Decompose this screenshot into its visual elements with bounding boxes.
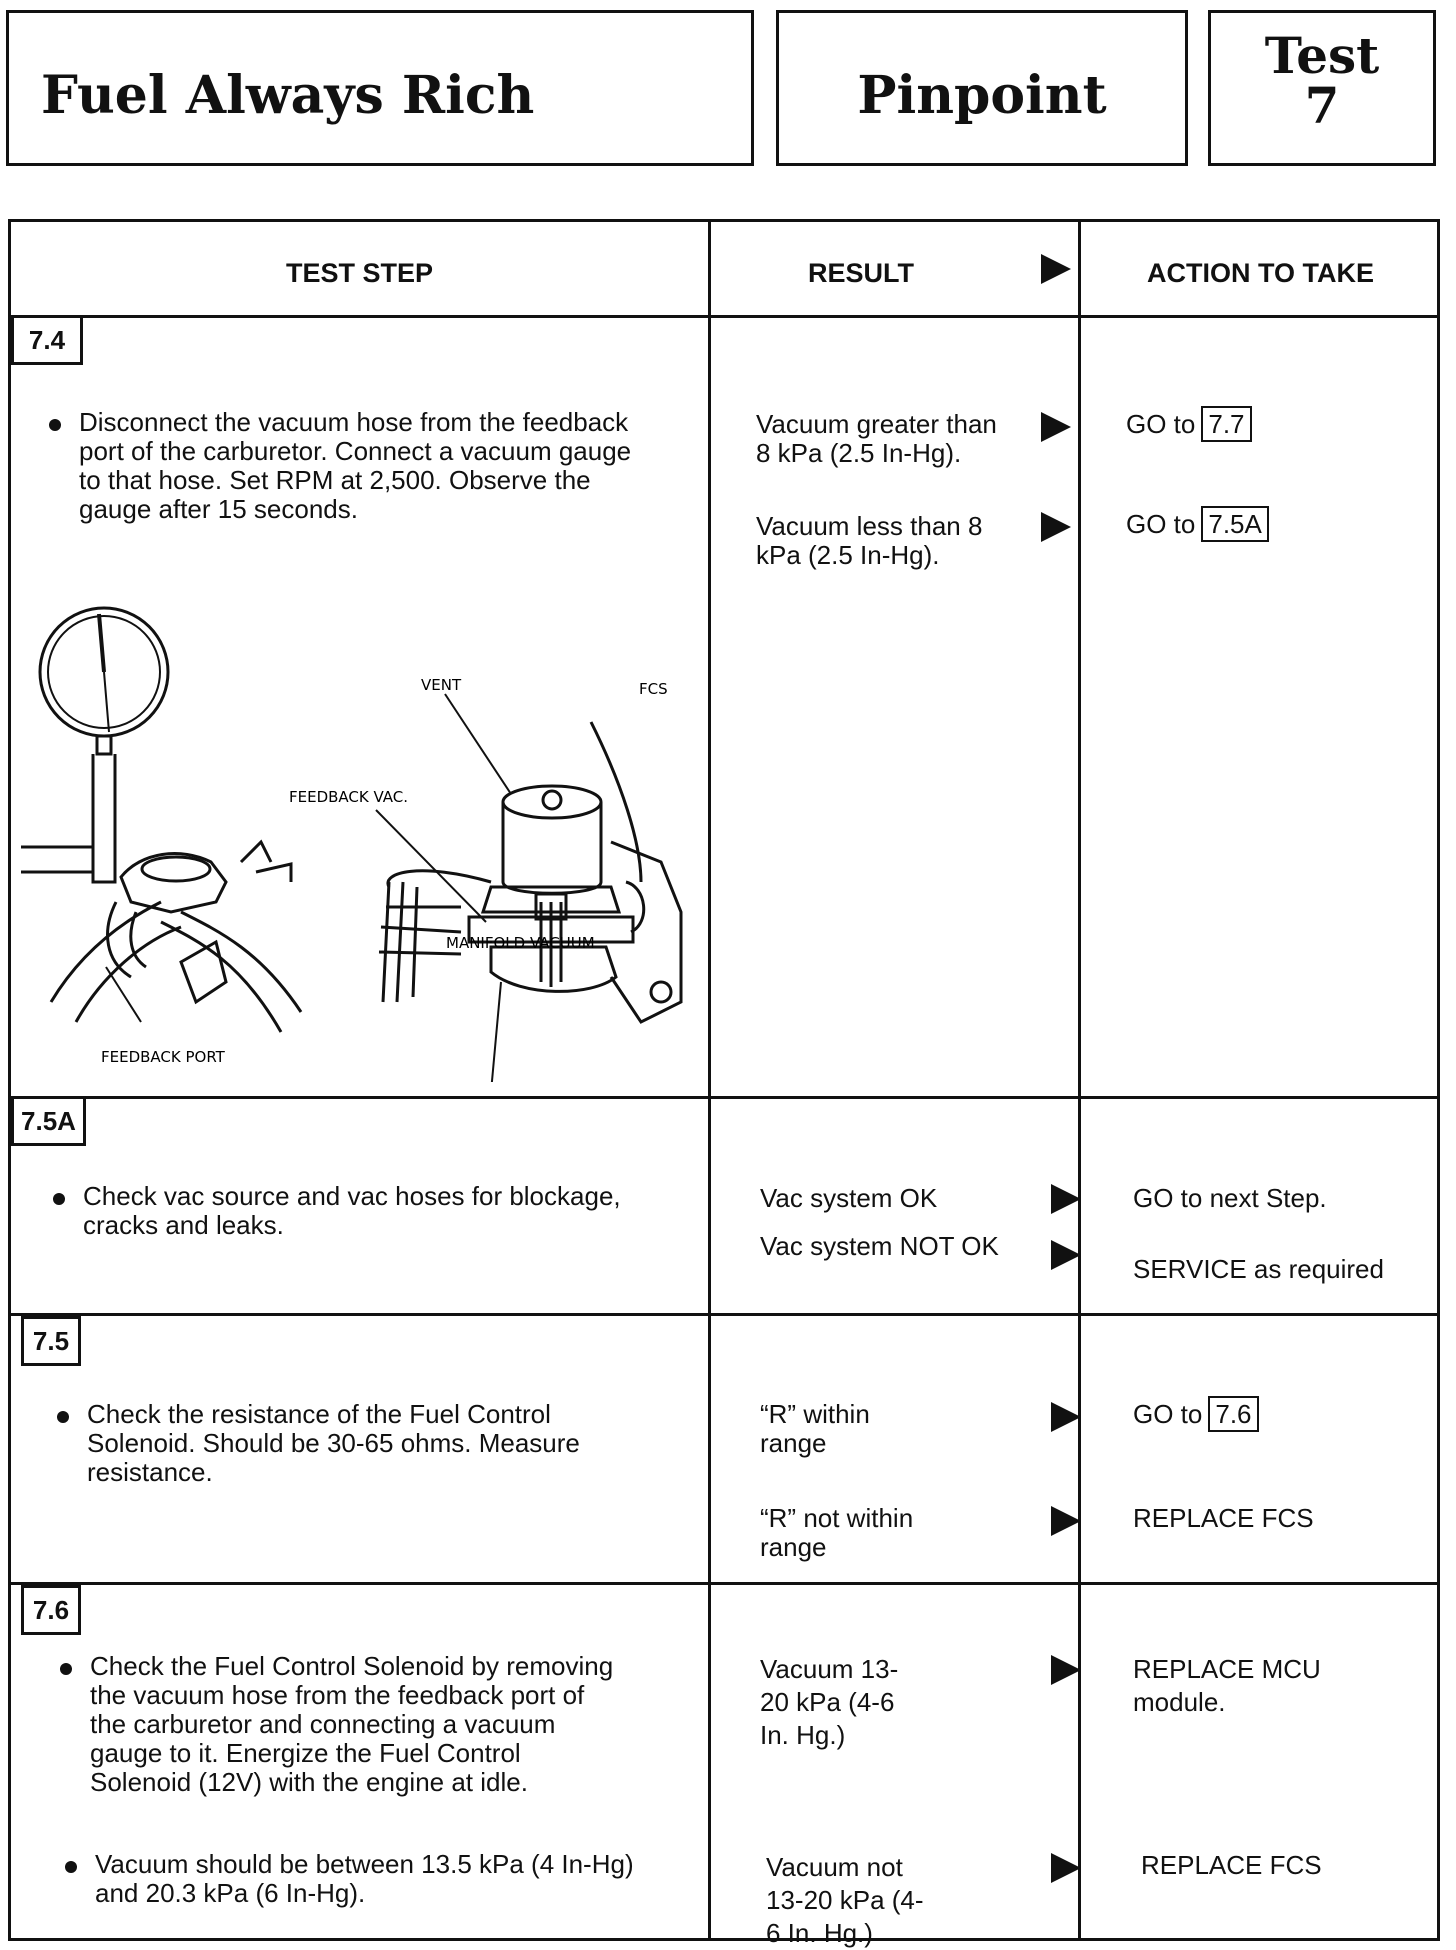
result-7-5a-a: Vac system OK — [760, 1183, 938, 1213]
step-number-7-5a: 7.5A — [11, 1096, 86, 1146]
arrow-icon — [1041, 412, 1071, 442]
header-divider — [11, 315, 1437, 318]
action-7-6-a: REPLACE MCU module. — [1133, 1654, 1321, 1717]
action-7-6-b: REPLACE FCS — [1141, 1850, 1322, 1880]
step-number-7-5: 7.5 — [21, 1316, 81, 1366]
carburetor-diagram — [21, 582, 701, 1082]
instruction-text: Check vac source and vac hoses for blockage, cracks and leaks. — [83, 1181, 621, 1240]
test-table — [8, 219, 1440, 1948]
result-7-4-a: Vacuum greater than 8 kPa (2.5 In-Hg). — [756, 409, 997, 468]
column-header-test-step: TEST STEP — [285, 258, 434, 288]
result-7-5a-b: Vac system NOT OK — [760, 1231, 999, 1261]
result-7-5-a: “R” within range — [760, 1399, 870, 1458]
column-divider — [708, 222, 711, 1938]
title-box — [6, 10, 754, 166]
step-7-6-instruction-b — [95, 1850, 655, 1908]
step-7-6-instruction-a — [90, 1652, 615, 1797]
bullet-icon — [53, 1193, 65, 1205]
row-divider — [11, 1313, 1437, 1316]
step-ref-7-6[interactable]: 7.6 — [1208, 1396, 1258, 1432]
column-header-action: ACTION TO TAKE — [1147, 258, 1374, 288]
arrow-icon — [1051, 1402, 1081, 1432]
step-7-5-instruction — [87, 1400, 647, 1487]
column-header-result: RESULT — [808, 258, 914, 288]
bullet-icon — [65, 1861, 77, 1873]
label-fcs: FCS — [639, 680, 668, 698]
instruction-text: Vacuum should be between 13.5 kPa (4 In-Hg) and 20.3 kPa (6 In-Hg). — [95, 1849, 634, 1908]
arrow-icon — [1051, 1240, 1081, 1270]
instruction-text: Disconnect the vacuum hose from the feedback port of the carburetor. Connect a vacuum gauge to that hose. Set RPM at 2,500. Observe the gauge after 15 seconds. — [79, 407, 632, 524]
row-divider — [11, 1582, 1437, 1585]
test-word: Test — [1264, 26, 1380, 85]
label-manifold-vacuum: MANIFOLD VACUUM — [446, 934, 595, 952]
bullet-icon — [60, 1663, 72, 1675]
label-feedback-vac: FEEDBACK VAC. — [289, 788, 409, 806]
arrow-icon — [1041, 512, 1071, 542]
result-7-6-a: Vacuum 13-20 kPa (4-6 In. Hg.) — [760, 1654, 899, 1750]
arrow-icon — [1041, 254, 1071, 284]
result-7-5-b: “R” not within range — [760, 1503, 914, 1562]
test-label — [1211, 26, 1433, 135]
action-7-4-b: GO to 7.5A — [1126, 506, 1269, 542]
bullet-icon — [49, 419, 61, 431]
step-ref-7-7[interactable]: 7.7 — [1201, 406, 1251, 442]
instruction-text: Check the Fuel Control Solenoid by removing the vacuum hose from the feedback port of the carburetor and connecting a vacuum gauge to it. Energize the Fuel Control Solenoid (12V) with the engine at idle. — [90, 1651, 614, 1797]
step-ref-7-5a[interactable]: 7.5A — [1201, 506, 1269, 542]
test-number: 7 — [1304, 76, 1340, 135]
action-7-5a-b: SERVICE as required — [1133, 1254, 1384, 1284]
arrow-icon — [1051, 1853, 1081, 1883]
label-vent: VENT — [421, 676, 462, 694]
arrow-icon — [1051, 1184, 1081, 1214]
step-7-5a-instruction — [83, 1182, 643, 1240]
step-7-4-instruction — [79, 408, 639, 524]
test-number-box — [1208, 10, 1436, 166]
page-title: Fuel Always Rich — [41, 65, 535, 126]
arrow-icon — [1051, 1506, 1081, 1536]
section-title: Pinpoint — [857, 65, 1107, 126]
instruction-text: Check the resistance of the Fuel Control Solenoid. Should be 30-65 ohms. Measure resistance. — [87, 1399, 580, 1487]
arrow-icon — [1051, 1655, 1081, 1685]
step-number-7-4: 7.4 — [11, 315, 83, 365]
result-7-6-b: Vacuum not 13-20 kPa (4-6 In. Hg.) — [766, 1852, 924, 1948]
action-7-5-b: REPLACE FCS — [1133, 1503, 1314, 1533]
bullet-icon — [57, 1411, 69, 1423]
label-feedback-port: FEEDBACK PORT — [101, 1048, 225, 1066]
action-7-4-a: GO to 7.7 — [1126, 406, 1252, 442]
result-7-4-b: Vacuum less than 8 kPa (2.5 In-Hg). — [756, 511, 983, 570]
row-divider — [11, 1096, 1437, 1099]
step-number-7-6: 7.6 — [21, 1585, 81, 1635]
section-box — [776, 10, 1188, 166]
action-7-5-a: GO to 7.6 — [1133, 1396, 1259, 1432]
action-7-5a-a: GO to next Step. — [1133, 1183, 1327, 1213]
